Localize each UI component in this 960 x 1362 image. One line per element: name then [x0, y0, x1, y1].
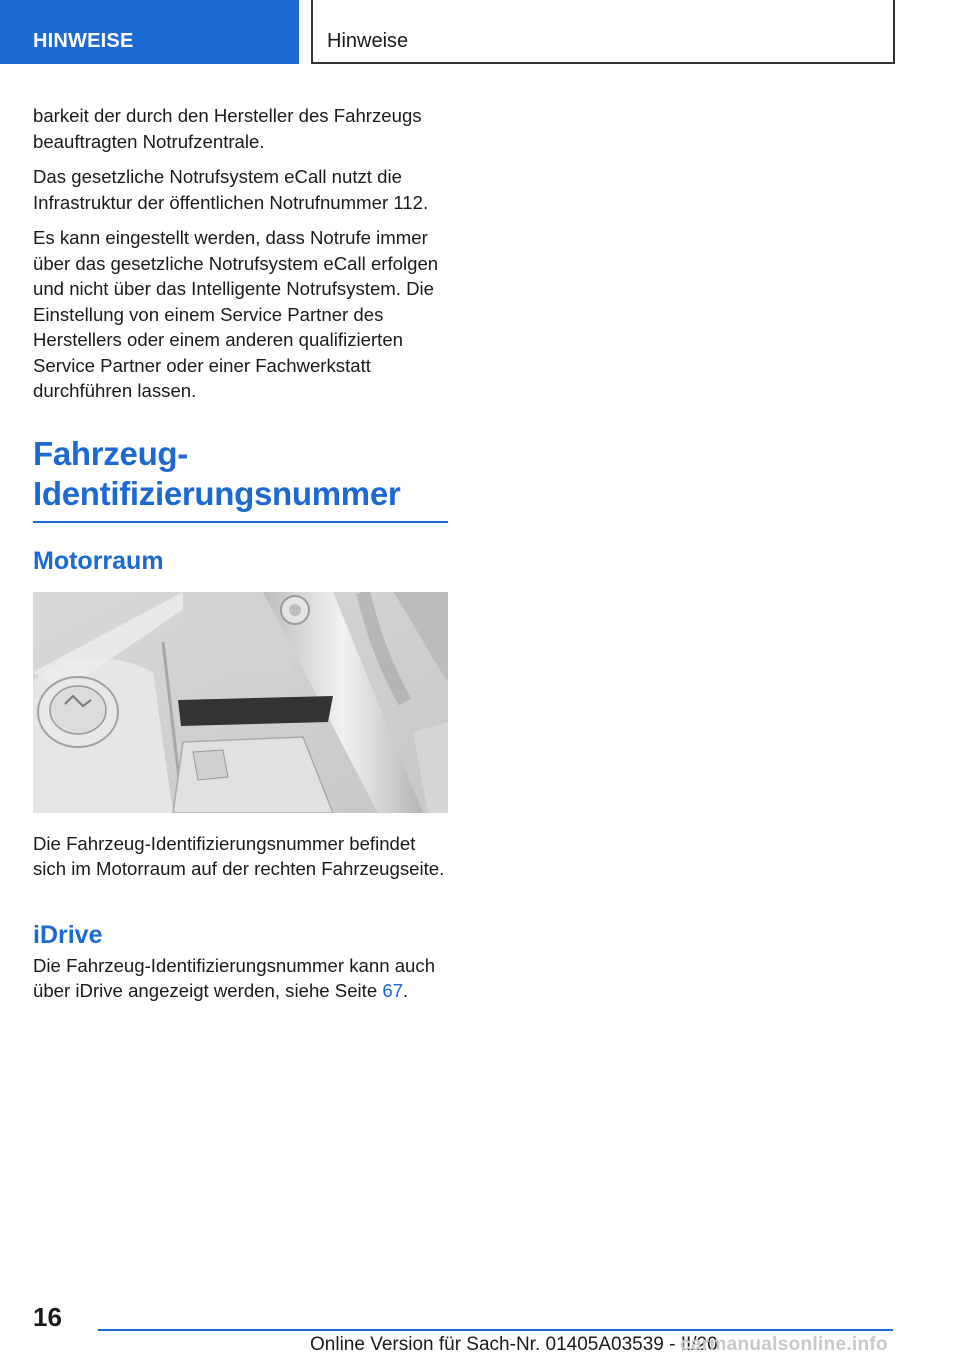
paragraph: [33, 953, 449, 1004]
paragraph: Das gesetzliche Notrufsystem eCall nutzt die Infrastruktur der öffentlichen Notrufnummer 112.: [33, 166, 429, 213]
subheading-idrive: iDrive: [33, 920, 103, 949]
heading-rule: [33, 521, 448, 523]
page-number: 16: [33, 1302, 62, 1332]
footer-rule: [98, 1329, 893, 1331]
paragraph: Die Fahrzeug-Identifizierungsnummer befindet sich im Motorraum auf der rechten Fahrzeugseite.: [33, 832, 445, 879]
online-version-text: Online Version für Sach-Nr. 01405A03539 - II/20: [310, 1334, 718, 1355]
main-column: [33, 103, 449, 1014]
paragraph-end: .: [403, 980, 409, 1001]
paragraph: barkeit der durch den Hersteller des Fahrzeugs beauftragten Notrufzentrale.: [33, 105, 422, 152]
engine-bay-illustration: [33, 592, 448, 813]
chapter-title: Hinweise: [311, 0, 895, 64]
section-heading: Fahrzeug-Identifizierungsnummer: [33, 434, 401, 512]
paragraph-text: Die Fahrzeug-Identifizierungsnummer kann auch über iDrive angezeigt werden, siehe Seite: [33, 954, 436, 1001]
paragraph: Es kann eingestellt werden, dass Notrufe immer über das gesetzliche Notrufsystem eCall erfolgen und nicht über das Intelligente Notrufsystem. Die Einstellung von einem Service Partner des Herstellers oder einem anderen qualifizierten Service Partner oder einer Fachwerkstatt durchführen lassen.: [33, 227, 439, 401]
page-link[interactable]: 67: [382, 980, 404, 1001]
subheading-motorraum: Motorraum: [33, 546, 164, 575]
watermark: carmanualsonline.info: [680, 1334, 888, 1355]
section-tab: HINWEISE: [0, 0, 299, 64]
